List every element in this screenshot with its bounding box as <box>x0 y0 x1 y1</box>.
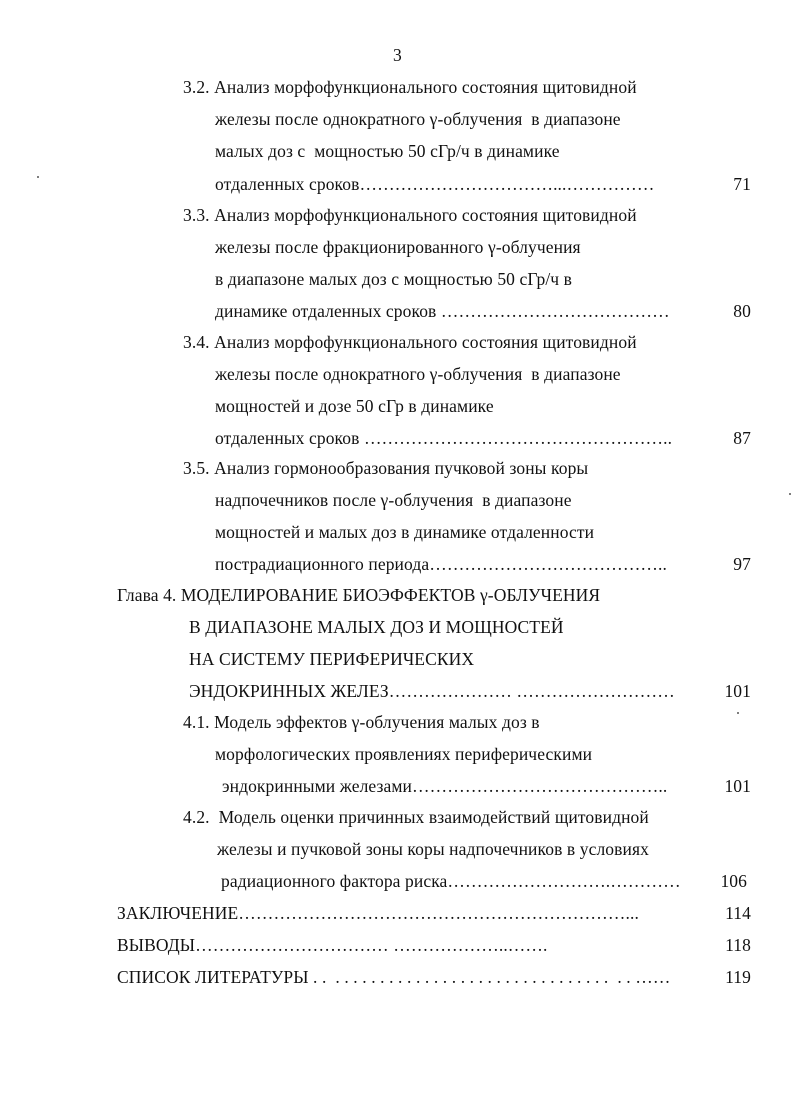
toc-entry-3-5-last-line[interactable] <box>215 553 751 575</box>
toc-chapter-4-line-3: НА СИСТЕМУ ПЕРИФЕРИЧЕСКИХ <box>189 649 475 669</box>
toc-chapter-4-last-line[interactable] <box>189 680 751 702</box>
toc-page-number: 97 <box>733 554 751 574</box>
leader-dots: ………………………………… <box>440 301 670 321</box>
toc-entry-3-5-line-3: мощностей и малых доз в динамике отдаленности <box>215 522 595 542</box>
toc-entry-4-1-last-line[interactable] <box>222 775 751 797</box>
toc-entry-3-2-line-1: 3.2. Анализ морфофункционального состояния щитовидной <box>183 77 637 97</box>
toc-page-number: 87 <box>733 428 751 448</box>
toc-entry-4-2-line-2: железы и пучковой зоны коры надпочечников в условиях <box>217 839 649 859</box>
toc-page-number: 101 <box>724 776 751 796</box>
toc-entry-3-2-line-2: железы после однократного γ-облучения в диапазоне <box>215 109 621 129</box>
leader-dots: ………………………………….. <box>429 554 672 574</box>
toc-chapter-4-line-1: Глава 4. МОДЕЛИРОВАНИЕ БИОЭФФЕКТОВ γ-ОБЛУЧЕНИЯ <box>117 585 601 605</box>
toc-page-number: 114 <box>725 903 751 923</box>
toc-entry-3-3-last-line[interactable] <box>215 300 751 322</box>
toc-page-number: 118 <box>725 935 751 955</box>
toc-conclusions[interactable] <box>117 934 751 956</box>
scan-speck <box>789 493 791 495</box>
toc-entry-3-4-last-line[interactable] <box>215 427 751 449</box>
toc-entry-3-2-line-3: малых доз с мощностью 50 сГр/ч в динамике <box>215 141 560 161</box>
toc-entry-4-2-line-1: 4.2. Модель оценки причинных взаимодействий щитовидной <box>183 807 649 827</box>
leader-dots: …………………………………….. <box>412 776 668 796</box>
toc-entry-3-4-line-1: 3.4. Анализ морфофункционального состояния щитовидной <box>183 332 637 352</box>
toc-entry-3-5-line-2: надпочечников после γ-облучения в диапазоне <box>215 490 572 510</box>
toc-entry-text: ЭНДОКРИННЫХ ЖЕЛЕЗ <box>189 681 389 701</box>
toc-bibliography[interactable] <box>117 966 751 988</box>
page-number: 3 <box>393 45 402 65</box>
toc-entry-text: отдаленных сроков <box>215 174 360 194</box>
toc-entry-text: пострадиационного периода <box>215 554 430 574</box>
leader-dots: …………………………… ………………..……. <box>195 935 548 955</box>
toc-entry-text: ВЫВОДЫ <box>117 935 196 955</box>
toc-entry-3-5-line-1: 3.5. Анализ гормонообразования пучковой зоны коры <box>183 458 589 478</box>
toc-entry-3-3-line-1: 3.3. Анализ морфофункционального состояния щитовидной <box>183 205 637 225</box>
toc-page-number: 71 <box>733 174 751 194</box>
leader-dots: ……………………….………… <box>447 871 681 891</box>
toc-entry-3-4-line-3: мощностей и дозе 50 сГр в динамике <box>215 396 494 416</box>
toc-entry-3-2-last-line[interactable] <box>215 173 751 195</box>
scan-speck <box>737 712 739 714</box>
toc-entry-4-1-line-2: морфологических проявлениях периферическими <box>215 744 593 764</box>
toc-entry-text: динамике отдаленных сроков <box>215 301 441 321</box>
toc-entry-text: радиационного фактора риска <box>221 871 448 891</box>
toc-page-number: 101 <box>724 681 751 701</box>
toc-conclusion[interactable] <box>117 902 751 924</box>
toc-entry-text: эндокринными железами <box>222 776 413 796</box>
toc-page-number: 106 <box>720 871 747 891</box>
toc-entry-3-3-line-2: железы после фракционированного γ-облучения <box>215 237 581 257</box>
toc-page-number: 119 <box>725 967 751 987</box>
toc-page-number: 80 <box>733 301 751 321</box>
toc-entry-text: отдаленных сроков <box>215 428 364 448</box>
toc-entry-4-1-line-1: 4.1. Модель эффектов γ-облучения малых доз в <box>183 712 540 732</box>
toc-entry-text: ЗАКЛЮЧЕНИЕ <box>117 903 239 923</box>
toc-entry-3-4-line-2: железы после однократного γ-облучения в диапазоне <box>215 364 621 384</box>
toc-entry-text: СПИСОК ЛИТЕРАТУРЫ <box>117 967 309 987</box>
leader-dots: …………………………………………….. <box>363 428 673 448</box>
leader-dots: . . . . . . . . . . . . . . . . . . . . . . . . . . . . . . . . . . . …… <box>308 967 671 987</box>
leader-dots: …………………………………………………………... <box>238 903 639 923</box>
leader-dots: ………………… ……………………… <box>388 681 675 701</box>
toc-entry-3-3-line-3: в диапазоне малых доз с мощностью 50 сГр/ч в <box>215 269 573 289</box>
toc-entry-4-2-last-line[interactable] <box>221 870 747 892</box>
leader-dots: ……………………………...…………… <box>359 174 655 194</box>
scan-speck <box>37 176 39 178</box>
toc-chapter-4-line-2: В ДИАПАЗОНЕ МАЛЫХ ДОЗ И МОЩНОСТЕЙ <box>189 617 564 637</box>
